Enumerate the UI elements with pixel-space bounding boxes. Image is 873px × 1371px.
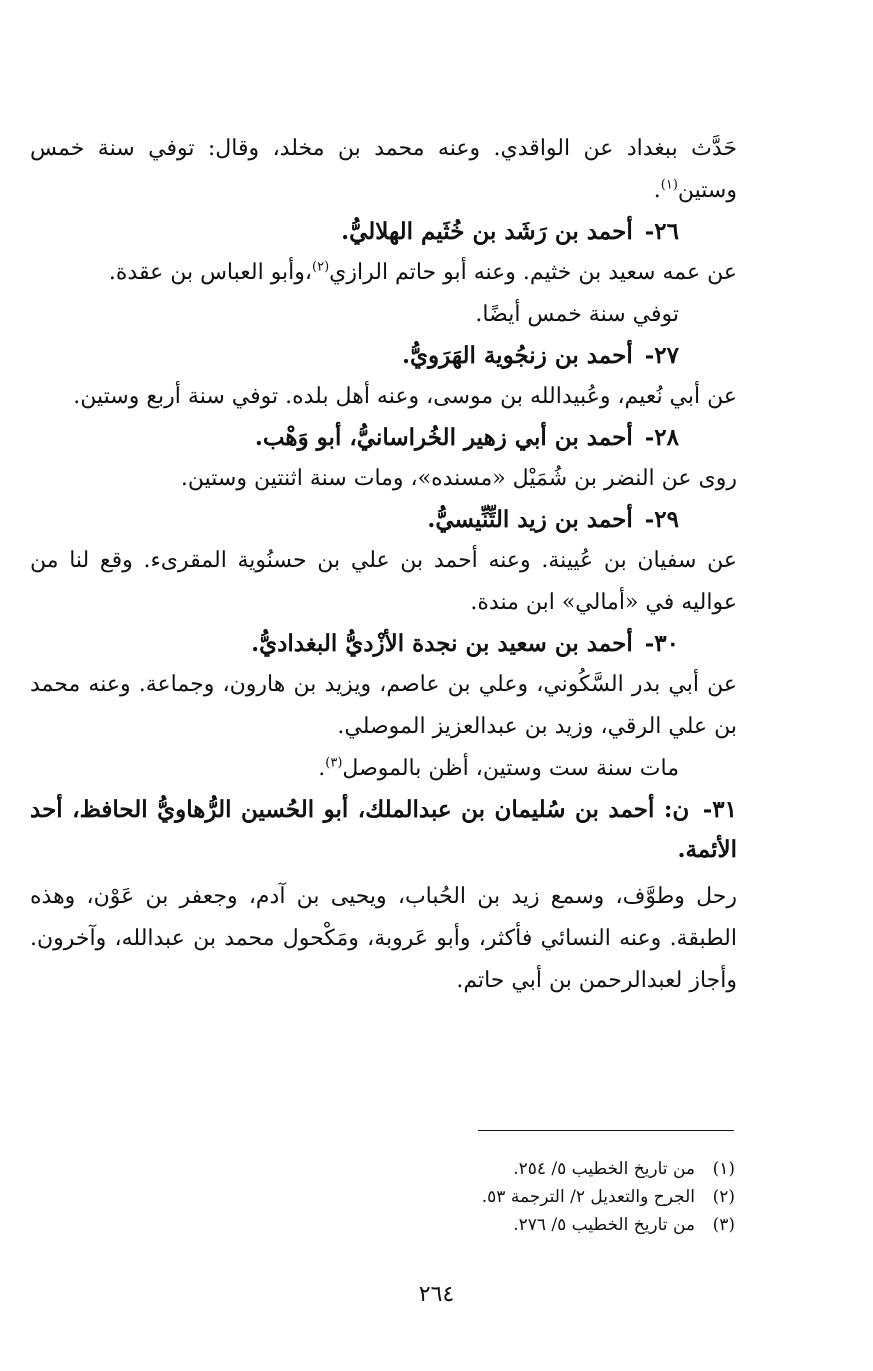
entry-number: ٢٩- [644, 506, 679, 533]
entry-name: أحمد بن زيد التِّنِّيسيُّ. [427, 506, 633, 533]
entry-number: ٣١- [702, 796, 737, 823]
entry-name: أحمد بن زنجُوية الهَرَويُّ. [402, 342, 633, 369]
entry-heading-29 [30, 500, 737, 540]
paragraph-26a [30, 252, 737, 294]
entry-number: ٣٠- [644, 630, 679, 657]
entry-name: ن: أحمد بن سُليمان بن عبدالملك، أبو الحُسين الرُّهاويُّ الحافظ، أحد الأئمة. [30, 796, 737, 863]
entry-name: أحمد بن سعيد بن نجدة الأزْديُّ البغداديُّ. [251, 630, 633, 657]
paragraph-text: مات سنة ست وستين، أظن بالموصل [342, 756, 679, 781]
entry-number: ٢٦- [644, 218, 679, 245]
footnote-text: الجرح والتعديل ٢/ الترجمة ٥٣. [481, 1187, 695, 1207]
entry-heading-31 [30, 790, 737, 870]
entry-number: ٢٨- [644, 424, 679, 451]
footnote-3 [482, 1211, 735, 1239]
paragraph-text: حَدَّث ببغداد عن الواقدي. وعنه محمد بن مخلد، وقال: توفي سنة خمس وستين [30, 136, 737, 203]
entry-name: أحمد بن أبي زهير الخُراسانيُّ، أبو وَهْب. [254, 424, 633, 451]
footnote-number: (١) [712, 1159, 735, 1179]
footnote-ref: (٢) [312, 259, 330, 275]
footnotes [482, 1155, 735, 1239]
paragraph-28: روى عن النضر بن شُمَيْل «مسنده»، ومات سنة اثنتين وستين. [180, 466, 737, 491]
footnote-ref: (١) [660, 177, 678, 193]
footnote-number: (٣) [712, 1215, 735, 1235]
main-text [30, 128, 737, 1002]
entry-heading-27 [30, 336, 737, 376]
paragraph-27: عن أبي نُعيم، وعُبيدالله بن موسى، وعنه أهل بلده. توفي سنة أربع وستين. [73, 384, 737, 409]
paragraph-31: رحل وطوَّف، وسمع زيد بن الحُباب، ويحيى بن آدم، وجعفر بن عَوْن، وهذه الطبقة. وعنه النسائي فأكثر، وأبو عَروبة، ومَكْحول محمد بن عبدالله، وآخرون. وأجاز لعبدالرحمن بن أبي حاتم. [30, 884, 737, 993]
footnote-divider [478, 1130, 734, 1131]
paragraph-intro [30, 128, 737, 212]
entry-heading-26 [30, 212, 737, 252]
paragraph-26b: توفي سنة خمس أيضًا. [475, 302, 679, 327]
footnote-2 [482, 1183, 735, 1211]
page-number: ٢٦٤ [418, 1282, 455, 1307]
footnote-text: من تاريخ الخطيب ٥/ ٢٥٤. [513, 1159, 695, 1179]
paragraph-text: عن عمه سعيد بن خثيم. وعنه أبو حاتم الرازي [329, 260, 737, 285]
entry-number: ٢٧- [644, 342, 679, 369]
footnote-number: (٢) [712, 1187, 735, 1207]
entry-heading-28 [30, 418, 737, 458]
paragraph-29: عن سفيان بن عُيينة. وعنه أحمد بن علي بن حسنُوية المقرىء. وقع لنا من عواليه في «أمالي» ابن مندة. [30, 548, 737, 615]
paragraph-30a: عن أبي بدر السَّكُوني، وعلي بن عاصم، ويزيد بن هارون، وجماعة. وعنه محمد بن علي الرقي، وزيد بن عبدالعزيز الموصلي. [30, 672, 737, 739]
paragraph-end: . [318, 756, 326, 781]
paragraph-text-rest: ،وأبو العباس بن عقدة. [108, 260, 313, 285]
entry-heading-30 [30, 624, 737, 664]
footnote-1 [482, 1155, 735, 1183]
footnote-text: من تاريخ الخطيب ٥/ ٢٧٦. [513, 1215, 695, 1235]
paragraph-30b [30, 748, 737, 790]
footnote-ref: (٣) [325, 755, 343, 771]
entry-name: أحمد بن رَشَد بن خُثَيم الهلاليُّ. [341, 218, 633, 245]
paragraph-end: . [653, 178, 661, 203]
